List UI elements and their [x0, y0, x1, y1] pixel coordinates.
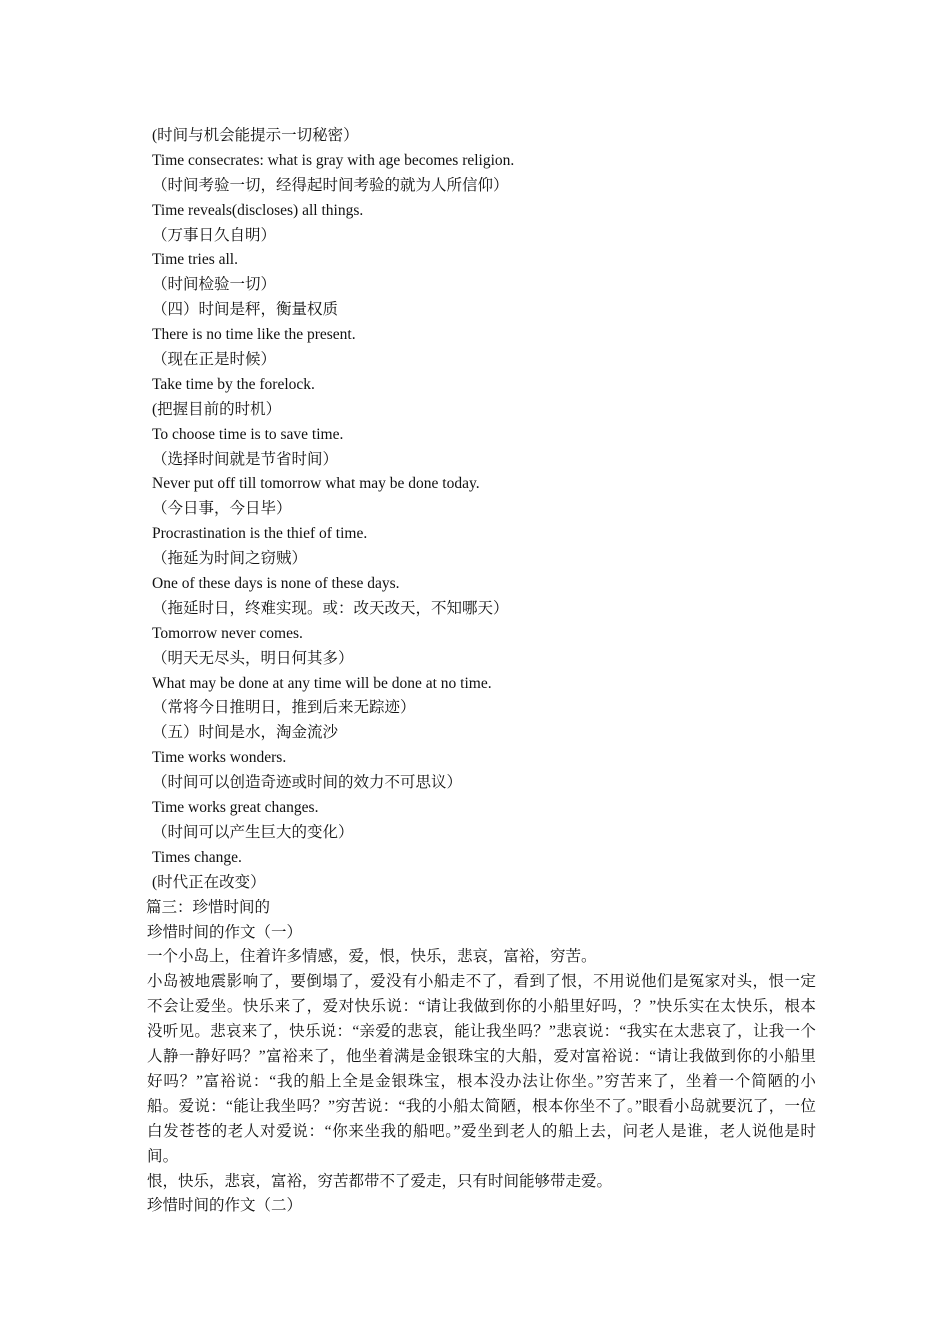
text-line: (时间与机会能提示一切秘密） — [152, 127, 359, 144]
essay-title: 珍惜时间的作文（一） — [147, 923, 303, 941]
story-paragraph: 小岛被地震影响了，要倒塌了，爱没有小船走不了，看到了恨，不用说他们是冤家对头，恨一定不会让爱坐。快乐来了，爱对快乐说：“请让我做到你的小船里好吗，？”快乐实在太快乐，根本没听见。悲哀来了，快乐说：“亲爱的悲哀，能让我坐吗？”悲哀说：“我实在太悲哀了，让我一个人静一静好吗？”富裕来了，他坐着满是金银珠宝的大船，爱对富裕说：“请让我做到你的小船里好吗？”富裕说：“我的船上全是金银珠宝，根本没办法让你坐。”穷苦来了，坐着一个简陋的小船。爱说：“能让我坐吗？”穷苦说：“我的小船太简陋，根本你坐不了。”眼看小岛就要沉了，一位白发苍苍的老人对爱说：“你来坐我的船吧。”爱坐到老人的船上去，问老人是谁，老人说他是时间。 — [147, 973, 816, 1165]
text-line: Times change. — [152, 848, 242, 866]
text-line: 恨，快乐，悲哀，富裕，穷苦都带不了爱走，只有时间能够带走爱。 — [147, 1172, 613, 1190]
text-line: （拖延时日，终难实现。或：改天改天，不知哪天） — [152, 599, 509, 617]
text-line: Never put off till tomorrow what may be done today. — [152, 475, 480, 493]
text-line: There is no time like the present. — [152, 326, 356, 344]
text-line: (时代正在改变） — [152, 873, 266, 891]
text-line: （选择时间就是节省时间） — [152, 450, 339, 468]
text-line: （时间考验一切，经得起时间考验的就为人所信仰） — [152, 176, 509, 194]
text-line: Time reveals(discloses) all things. — [152, 201, 364, 219]
essay-title: 珍惜时间的作文（二） — [147, 1197, 303, 1215]
text-line: To choose time is to save time. — [152, 425, 344, 443]
text-line: Take time by the forelock. — [152, 375, 315, 393]
text-line: （今日事，今日毕） — [152, 500, 292, 518]
document-body — [146, 124, 816, 1219]
text-line: （现在正是时候） — [152, 351, 277, 369]
text-line: （常将今日推明日，推到后来无踪迹） — [152, 699, 416, 717]
section-heading: （五）时间是水，淘金流沙 — [152, 724, 339, 742]
section-heading: （四）时间是秤，衡量权质 — [152, 301, 339, 319]
text-line: One of these days is none of these days. — [152, 575, 400, 593]
text-line: （明天无尽头，明日何其多） — [152, 649, 354, 667]
text-line: （时间可以产生巨大的变化） — [152, 823, 354, 841]
text-line: Tomorrow never comes. — [152, 624, 303, 642]
text-line: 一个小岛上，住着许多情感，爱，恨，快乐，悲哀，富裕，穷苦。 — [147, 948, 597, 966]
text-line: What may be done at any time will be done at no time. — [152, 674, 492, 692]
text-line: Time works great changes. — [152, 799, 319, 817]
text-line: Time consecrates: what is gray with age becomes religion. — [152, 151, 515, 169]
text-line: Procrastination is the thief of time. — [152, 525, 368, 543]
text-line: （时间检验一切） — [152, 276, 277, 294]
text-line: （拖延为时间之窃贼） — [152, 550, 308, 568]
text-line: （万事日久自明） — [152, 226, 277, 244]
text-line: (把握目前的时机） — [152, 400, 282, 418]
text-line: （时间可以创造奇迹或时间的效力不可思议） — [152, 774, 463, 792]
chapter-heading: 篇三：珍惜时间的 — [146, 898, 271, 916]
text-line: Time tries all. — [152, 251, 238, 269]
text-line: Time works wonders. — [152, 749, 287, 767]
